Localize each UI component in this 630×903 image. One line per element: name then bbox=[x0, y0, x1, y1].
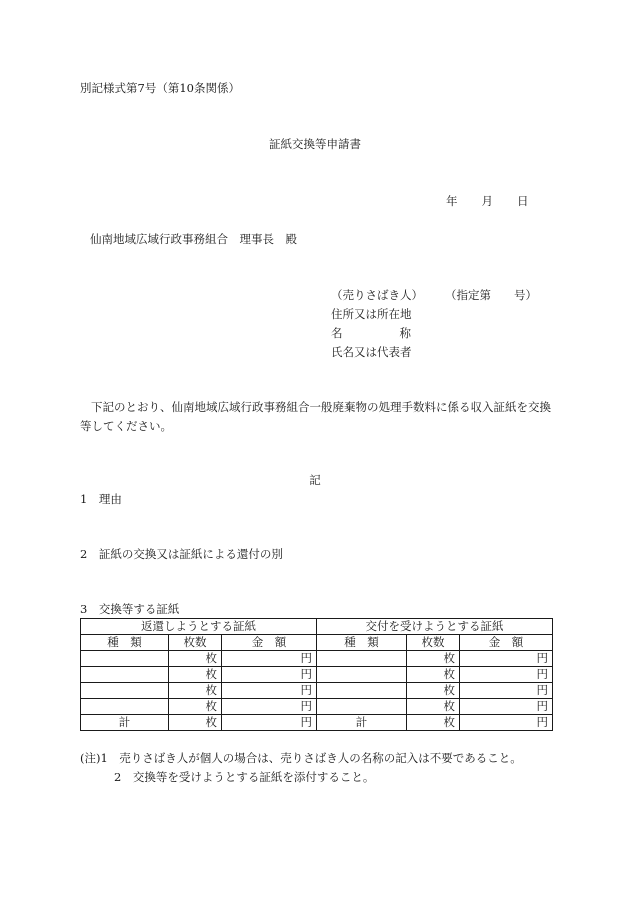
amount-cell[interactable]: 円 bbox=[222, 667, 317, 683]
amount-cell[interactable]: 円 bbox=[222, 683, 317, 699]
note-2: 2 交換等を受けようとする証紙を添付すること。 bbox=[114, 770, 375, 784]
address-label: 住所又は所在地 bbox=[331, 307, 412, 321]
amount-cell[interactable]: 円 bbox=[460, 651, 553, 667]
name-label-char-2: 称 bbox=[399, 326, 411, 340]
count-cell[interactable]: 枚 bbox=[169, 667, 222, 683]
return-group-header: 返還しようとする証紙 bbox=[81, 619, 317, 635]
count-cell[interactable]: 枚 bbox=[407, 699, 460, 715]
count-cell[interactable]: 枚 bbox=[407, 651, 460, 667]
total-label: 計 bbox=[81, 715, 169, 731]
amount-cell[interactable]: 円 bbox=[222, 651, 317, 667]
kind-cell[interactable] bbox=[317, 699, 407, 715]
table-row bbox=[81, 667, 553, 683]
total-count-cell[interactable]: 枚 bbox=[407, 715, 460, 731]
col-kind-header: 種 類 bbox=[81, 635, 169, 651]
total-label: 計 bbox=[317, 715, 407, 731]
count-cell[interactable]: 枚 bbox=[407, 683, 460, 699]
total-amount-cell[interactable]: 円 bbox=[460, 715, 553, 731]
year-label: 年 bbox=[446, 194, 458, 208]
kind-cell[interactable] bbox=[81, 699, 169, 715]
amount-cell[interactable]: 円 bbox=[222, 699, 317, 715]
kind-cell[interactable] bbox=[317, 667, 407, 683]
ki-heading: 記 bbox=[309, 473, 321, 487]
col-amount-header: 金 額 bbox=[222, 635, 317, 651]
total-amount-cell[interactable]: 円 bbox=[222, 715, 317, 731]
count-cell[interactable]: 枚 bbox=[169, 683, 222, 699]
stamp-table bbox=[80, 618, 553, 731]
table-group-header-row bbox=[81, 619, 553, 635]
amount-cell[interactable]: 円 bbox=[460, 683, 553, 699]
kind-cell[interactable] bbox=[317, 651, 407, 667]
col-amount-header: 金 額 bbox=[460, 635, 553, 651]
count-cell[interactable]: 枚 bbox=[169, 699, 222, 715]
item-stamps-to-exchange: 3 交換等する証紙 bbox=[80, 602, 180, 616]
kind-cell[interactable] bbox=[81, 683, 169, 699]
kind-cell[interactable] bbox=[81, 667, 169, 683]
addressee: 仙南地域広域行政事務組合 理事長 殿 bbox=[90, 232, 297, 246]
kind-cell[interactable] bbox=[81, 651, 169, 667]
col-count-header: 枚数 bbox=[407, 635, 460, 651]
table-column-header-row bbox=[81, 635, 553, 651]
count-cell[interactable]: 枚 bbox=[407, 667, 460, 683]
receive-group-header: 交付を受けようとする証紙 bbox=[317, 619, 553, 635]
month-label: 月 bbox=[481, 194, 493, 208]
col-count-header: 枚数 bbox=[169, 635, 222, 651]
total-count-cell[interactable]: 枚 bbox=[169, 715, 222, 731]
representative-label: 氏名又は代表者 bbox=[331, 345, 412, 359]
table-row bbox=[81, 683, 553, 699]
kind-cell[interactable] bbox=[317, 683, 407, 699]
document-title: 証紙交換等申請書 bbox=[269, 137, 361, 151]
form-number: 別記様式第7号（第10条関係） bbox=[80, 81, 240, 95]
applicant-block bbox=[331, 286, 537, 362]
name-label bbox=[331, 324, 537, 343]
amount-cell[interactable]: 円 bbox=[460, 667, 553, 683]
amount-cell[interactable]: 円 bbox=[460, 699, 553, 715]
request-body-text: 下記のとおり、仙南地域広域行政事務組合一般廃棄物の処理手数料に係る収入証紙を交換等してください。 bbox=[80, 400, 551, 433]
designation-label: （指定第 号） bbox=[445, 288, 537, 302]
table-total-row bbox=[81, 715, 553, 731]
table-row bbox=[81, 651, 553, 667]
count-cell[interactable]: 枚 bbox=[169, 651, 222, 667]
item-reason: 1 理由 bbox=[80, 492, 122, 506]
day-label: 日 bbox=[517, 194, 529, 208]
col-kind-header: 種 類 bbox=[317, 635, 407, 651]
date-line bbox=[446, 193, 529, 209]
name-label-char-1: 名 bbox=[331, 326, 343, 340]
notes bbox=[80, 749, 522, 787]
item-exchange-or-refund: 2 証紙の交換又は証紙による還付の別 bbox=[80, 547, 283, 561]
table-row bbox=[81, 699, 553, 715]
seller-label: （売りさばき人） bbox=[331, 288, 423, 302]
note-1: (注)1 売りさばき人が個人の場合は、売りさばき人の名称の記入は不要であること。 bbox=[80, 751, 522, 765]
